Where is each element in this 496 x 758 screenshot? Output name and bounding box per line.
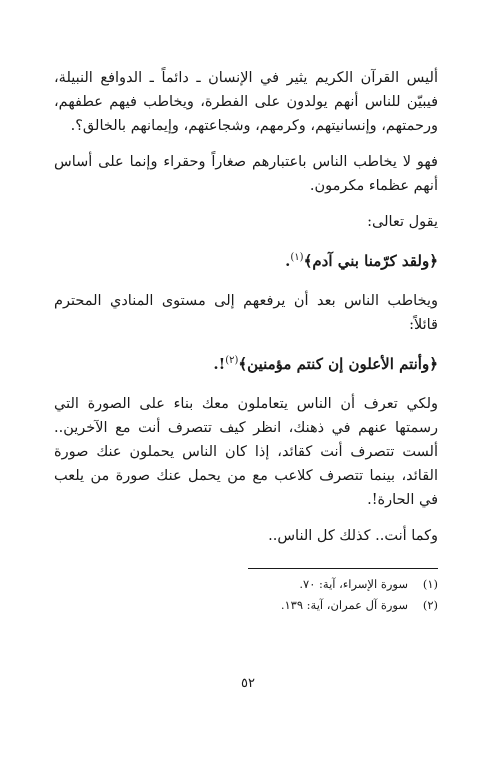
paragraph-4: ويخاطب الناس بعد أن يرفعهم إلى مستوى المنادي المحترم قائلاً: [54,293,438,333]
footnote-text: سورة آل عمران، آية: ١٣٩. [280,598,408,612]
footnote-divider [248,568,438,569]
paragraph-1: أليس القرآن الكريم يثير في الإنسان ـ دائماً ـ الدوافع النبيلة، فيبيّن للناس أنهم يولدون على الفطرة، ويخاطب فيهم عطفهم، ورحمتهم، وإنسانيتهم، وكرمهم، وشجاعتهم، وإيمانهم بالخالق؟. [54,70,438,134]
quran-verse-2 [54,349,438,376]
verse-1-text: ﴿ولقد كرّمنا بني آدم﴾ [303,252,438,270]
verse-2-tail: !. [213,355,226,373]
paragraph-3: يقول تعالى: [367,214,438,230]
page-body [54,66,438,560]
footnote-text: سورة الإسراء، آية: ٧٠. [299,577,408,591]
paragraph-2: فهو لا يخاطب الناس باعتبارهم صغاراً وحقراء وإنما على أساس أنهم عظماء مكرمون. [54,154,438,194]
footnote-number: (١) [422,577,438,591]
page-number: ٥٢ [241,676,255,691]
footnote-ref-1: (١) [290,252,304,263]
paragraph-6: وكما أنت.. كذلك كل الناس.. [268,528,438,544]
quran-verse-1 [54,246,438,273]
footnote-number: (٢) [422,598,438,612]
footnotes [54,574,438,616]
verse-1-tail: . [285,252,291,270]
paragraph-5: ولكي تعرف أن الناس يتعاملون معك بناء على الصورة التي رسمتها عنهم في ذهنك، انظر كيف تتصرف أنت مع الآخرين.. ألست تتصرف أنت كقائد، إذا كان الناس يحملون عنك صورة القائد، بينما تتصرف كلاعب مع من يحمل عنك صورة من يلعب في الحارة!. [54,396,438,508]
footnote-2 [54,595,438,616]
verse-2-text: ﴿وأنتم الأعلون إن كنتم مؤمنين﴾ [238,355,438,373]
footnote-1 [54,574,438,595]
footnote-ref-2: (٢) [225,355,239,366]
